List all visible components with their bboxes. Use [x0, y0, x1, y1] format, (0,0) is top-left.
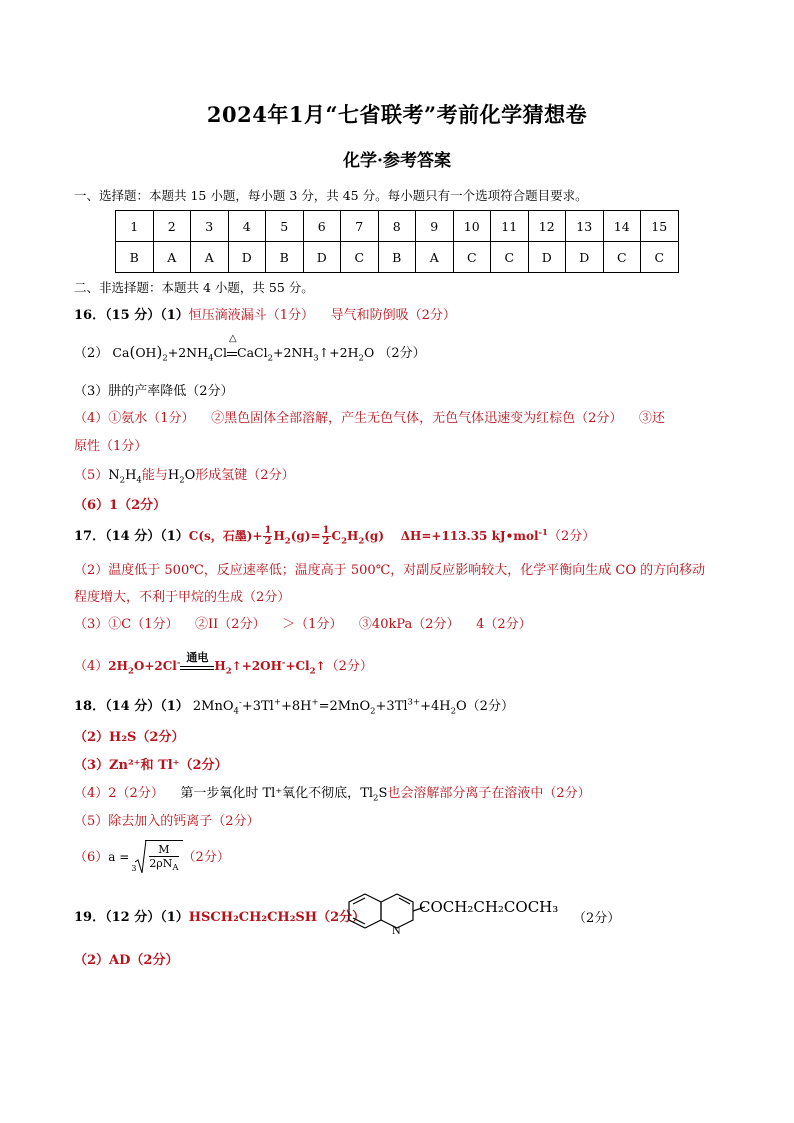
answer-cell: D [566, 242, 604, 273]
answer-cell: C [453, 242, 491, 273]
q18-line1 [74, 695, 514, 717]
answer-cell: A [191, 242, 229, 273]
page-subtitle: 化学·参考答案 [343, 151, 451, 171]
q19-line2: （2）AD（2分） [74, 953, 179, 968]
question-number-cell: 11 [491, 211, 529, 242]
question-number-cell: 12 [528, 211, 566, 242]
q16-line4b: 原性（1分） [74, 439, 148, 454]
q16-line6: （6）1（2分） [74, 498, 167, 513]
section-2-heading: 二、非选择题：本题共 4 小题，共 55 分。 [74, 280, 314, 295]
q16-p4c: ③还 [638, 411, 665, 426]
answer-cell: C [641, 242, 679, 273]
question-number-cell: 10 [453, 211, 491, 242]
q17-line4 [74, 651, 373, 677]
q17-line2b: 程度增大，不利于甲烷的生成（2分） [74, 590, 291, 605]
q18-p1-score: （2分） [466, 699, 514, 714]
answer-cell: B [116, 242, 154, 273]
page-title: 2024年1月“七省联考”考前化学猜想卷 [206, 102, 588, 127]
q17-p4-equation: $2H_2O+2Cl^-$ 通电 $H_2↑+2OH^-+Cl_2↑$ [108, 651, 326, 677]
q17-p3c: ＞（1分） [282, 617, 343, 632]
q16-p1b: 导气和防倒吸（2分） [330, 308, 456, 323]
answer-cell: D [528, 242, 566, 273]
q16-p4a: （4）①氨水（1分） [74, 411, 195, 426]
answer-cell: C [491, 242, 529, 273]
answer-cell: C [341, 242, 379, 273]
q17-p3a: （3）①C（1分） [74, 617, 179, 632]
q17-p3e: 4（2分） [476, 617, 532, 632]
question-number-cell: 2 [153, 211, 191, 242]
q17-line2a: （2）温度低于 500℃，反应速率低；温度高于 500℃，对副反应影响较大，化学平衡向生成 CO 的方向移动 [74, 563, 706, 578]
q16-p1a: 恒压滴液漏斗（1分） [188, 308, 315, 323]
q19-p1-score: （2分） [573, 911, 621, 926]
question-number-cell: 15 [641, 211, 679, 242]
q18-p6-label: （6） [74, 850, 109, 866]
q19-p1a: HSCH₂CH₂CH₂SH（2分） [188, 910, 366, 925]
q16-p4b: ②黑色固体全部溶解，产生无色气体，无色气体迅速变为红棕色（2分） [211, 411, 623, 426]
answer-table [115, 210, 679, 273]
quinoline-structure-icon [345, 890, 425, 938]
section-1-heading: 一、选择题：本题共 15 小题，每小题 3 分，共 45 分。每小题只有一个选项符合题目要求。 [74, 188, 588, 203]
question-number-cell: 9 [416, 211, 454, 242]
q16-p5b: 形成氢键（2分） [195, 468, 295, 483]
q17-p4-score: （2分） [325, 659, 373, 674]
q19-head: 19．（12 分）（1） [74, 910, 189, 925]
q17-head: 17．（14 分）（1） [74, 529, 189, 544]
q17-p4-label: （4） [74, 659, 109, 674]
question-number-cell: 5 [266, 211, 304, 242]
q17-p3d: ③40kPa（2分） [358, 617, 460, 632]
answer-table-numbers-row [116, 211, 679, 242]
q18-line2: （2）H₂S（2分） [74, 730, 185, 745]
q18-line6 [74, 840, 230, 875]
q17-p4-condition: 通电 [186, 651, 209, 664]
q17-p1-score: （2分） [547, 529, 596, 544]
q18-p6-score: （2分） [182, 850, 230, 866]
q16-p5a: 能与 [141, 468, 168, 483]
question-number-cell: 8 [378, 211, 416, 242]
q18-p4c: 也会溶解部分离子在溶液中（2分） [387, 786, 591, 801]
answer-cell: B [266, 242, 304, 273]
q17-line3 [74, 613, 532, 632]
question-number-cell: 14 [603, 211, 641, 242]
question-number-cell: 3 [191, 211, 229, 242]
question-number-cell: 1 [116, 211, 154, 242]
q16-p5-label: （5） [74, 468, 109, 483]
answer-cell: A [153, 242, 191, 273]
answer-cell: C [603, 242, 641, 273]
question-number-cell: 13 [566, 211, 604, 242]
q18-p4a: （4）2（2分） [74, 786, 164, 801]
q16-line3: （3）肼的产率降低（2分） [74, 384, 234, 399]
answer-cell: A [416, 242, 454, 273]
q16-head: 16．（15 分）（1） [74, 308, 189, 323]
question-number-cell: 7 [341, 211, 379, 242]
q16-line4 [74, 407, 665, 426]
q19-line1 [74, 906, 365, 925]
q16-p2-score: （2分） [378, 346, 426, 361]
q16-p2-label: （2） [74, 346, 109, 361]
q17-equation: C(s，石墨)+ $\frac{1}{2}$ $H_2(g)=$ $\frac{1}{2}$ $C_2H_2(g)$ ΔH=+113.35 kJ•mol$^{-1}$ [188, 525, 548, 547]
q18-line3: （3）Zn²⁺和 Tl⁺（2分） [74, 758, 228, 773]
q18-head: 18．（14 分）（1） [74, 699, 189, 714]
q17-line1 [74, 525, 595, 547]
q16-line1 [74, 304, 456, 323]
answer-cell: D [228, 242, 266, 273]
q18-cube-root: 3 M $2\rho N_A$ [131, 840, 182, 875]
answer-table-answers-row [116, 242, 679, 273]
answer-cell: D [303, 242, 341, 273]
q18-line5: （5）除去加入的钙离子（2分） [74, 814, 260, 829]
question-number-cell: 4 [228, 211, 266, 242]
q18-line4: （4）2（2分） 第一步氧化时 Tl⁺氧化不彻底，$Tl_2S$也会溶解部分离子在溶液中（2分） [74, 786, 591, 804]
q16-p2-equation: $Ca(OH)_2+2NH_4Cl$ △ $CaCl_2+2NH_3↑+2H_2O$ [112, 333, 375, 364]
q18-p6-formula: a = [108, 850, 130, 865]
q17-dh: ΔH=+113.35 kJ•mol [400, 529, 539, 543]
q17-p3b: ②II（2分） [195, 617, 266, 632]
q16-line5: $(5)N_2H_4$能与$H_2O$形成氢键（2分） [74, 468, 295, 486]
question-number-cell: 6 [303, 211, 341, 242]
q19-sidechain: COCH₂CH₂COCH₃ [419, 898, 559, 916]
q18-equation: $2MnO_4^-+3Tl^++8H^+=2MnO_2+3Tl^{3+}+4H_2O$ [192, 697, 467, 717]
answer-cell: B [378, 242, 416, 273]
svg-text:N: N [392, 923, 401, 937]
q18-p4b: 第一步氧化时 Tl⁺氧化不彻底， [180, 786, 361, 801]
q16-line2 [74, 333, 426, 364]
